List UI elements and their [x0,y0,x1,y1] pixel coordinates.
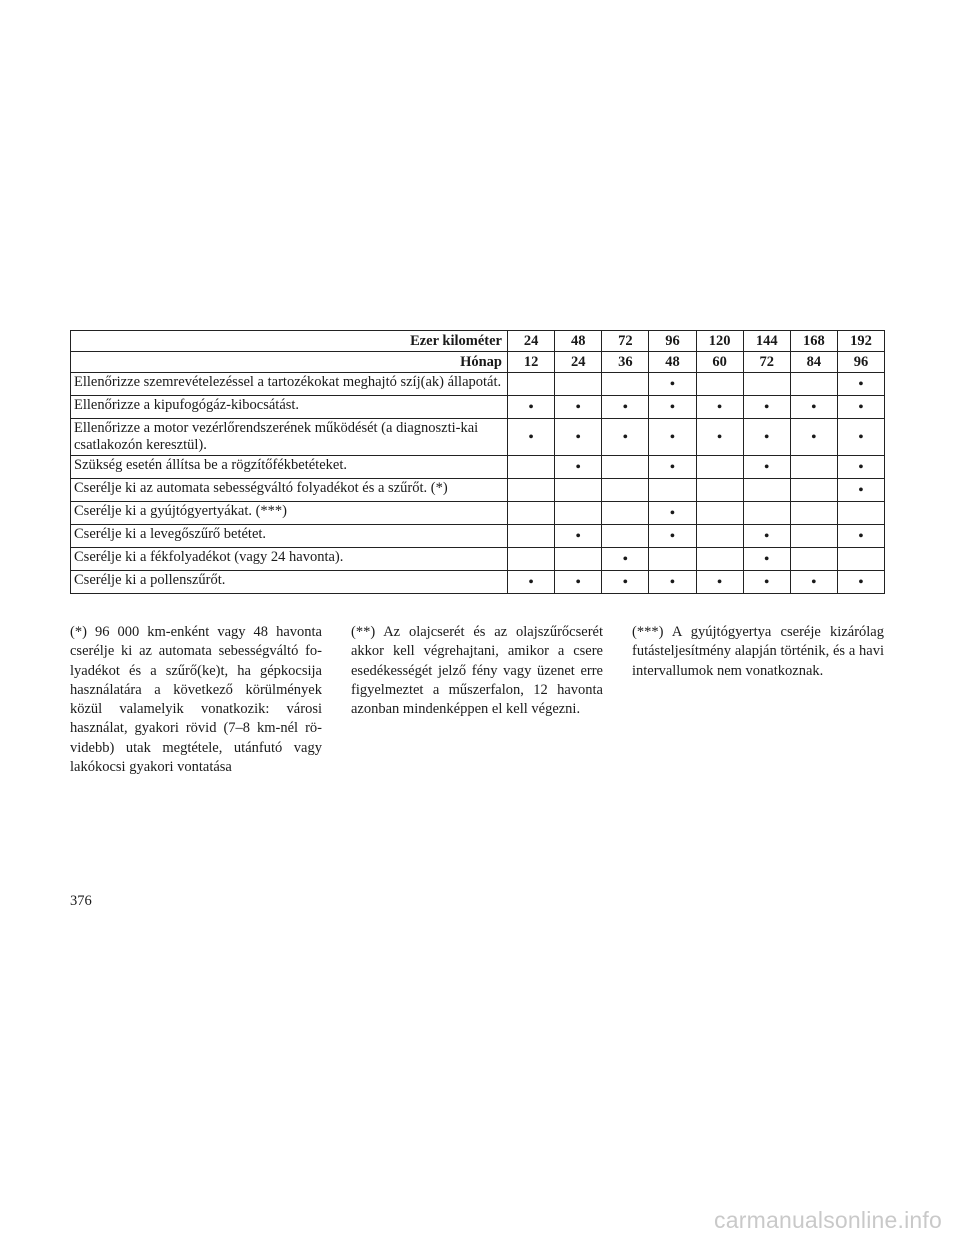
km-value: 96 [649,331,696,352]
schedule-mark: • [790,419,837,456]
month-value: 96 [837,352,884,373]
schedule-cell [649,548,696,571]
watermark: carmanualsonline.info [714,1207,942,1233]
schedule-mark: • [649,396,696,419]
schedule-table-body [71,331,885,594]
month-value: 60 [696,352,743,373]
schedule-cell [555,479,602,502]
km-value: 192 [837,331,884,352]
maintenance-task: Szükség esetén állítsa be a rögzítőfékbetéteket. [71,456,508,479]
schedule-cell [602,525,649,548]
table-row [71,479,885,502]
maintenance-task: Ellenőrizze a kipufogógáz-kibocsátást. [71,396,508,419]
month-value: 24 [555,352,602,373]
schedule-mark: • [555,419,602,456]
schedule-cell [790,502,837,525]
schedule-mark: • [649,525,696,548]
schedule-cell [508,502,555,525]
month-value: 36 [602,352,649,373]
month-value: 48 [649,352,696,373]
schedule-cell [508,373,555,396]
month-value: 72 [743,352,790,373]
table-row [71,502,885,525]
table-row [71,571,885,594]
schedule-mark: • [649,373,696,396]
maintenance-task: Ellenőrizze szemrevételezéssel a tartozékokat meghajtó szíj(ak) állapotát. [71,373,508,396]
schedule-mark: • [696,396,743,419]
schedule-cell [837,502,884,525]
schedule-mark: • [508,419,555,456]
schedule-mark: • [696,571,743,594]
schedule-mark: • [508,396,555,419]
schedule-cell [790,373,837,396]
schedule-cell [602,502,649,525]
maintenance-task: Cserélje ki az automata sebességváltó folyadékot és a szűrőt. (*) [71,479,508,502]
table-row [71,419,885,456]
km-value: 24 [508,331,555,352]
km-value: 144 [743,331,790,352]
table-row [71,456,885,479]
maintenance-task: Cserélje ki a fékfolyadékot (vagy 24 havonta). [71,548,508,571]
schedule-mark: • [555,525,602,548]
schedule-mark: • [837,456,884,479]
schedule-mark: • [837,373,884,396]
km-value: 120 [696,331,743,352]
schedule-mark: • [649,571,696,594]
maintenance-task: Cserélje ki a levegőszűrő betétet. [71,525,508,548]
schedule-cell [837,548,884,571]
schedule-cell [696,502,743,525]
table-row [71,373,885,396]
schedule-mark: • [743,548,790,571]
maintenance-schedule-table [70,330,885,594]
schedule-mark: • [602,571,649,594]
page-number: 376 [70,893,92,909]
schedule-mark: • [508,571,555,594]
schedule-cell [743,373,790,396]
schedule-mark: • [555,456,602,479]
schedule-mark: • [743,571,790,594]
schedule-cell [602,479,649,502]
schedule-cell [790,479,837,502]
schedule-cell [743,502,790,525]
schedule-mark: • [555,396,602,419]
schedule-mark: • [837,479,884,502]
schedule-cell [790,456,837,479]
schedule-cell [602,456,649,479]
maintenance-task: Cserélje ki a gyújtógyertyákat. (***) [71,502,508,525]
schedule-cell [649,479,696,502]
km-header-label: Ezer kilométer [71,331,508,352]
schedule-mark: • [696,419,743,456]
schedule-cell [696,548,743,571]
schedule-mark: • [790,396,837,419]
schedule-mark: • [790,571,837,594]
schedule-mark: • [743,396,790,419]
schedule-mark: • [602,548,649,571]
schedule-mark: • [649,502,696,525]
table-row [71,525,885,548]
schedule-cell [555,373,602,396]
table-row [71,548,885,571]
schedule-cell [696,373,743,396]
schedule-mark: • [649,419,696,456]
footnote-automatic-transmission: (*) 96 000 km-enként vagy 48 havonta cserélje ki az automata sebességváltó folyadékot és a szűrő(ke)t, ha gépkocsija használatára a következő körülmények közül valamelyik vonatkozik: városi használat, gyakori rövid (7–8 km-nél rövidebb) utak megtétele, utánfutó vagy lakókocsi gyakori vontatása [70,624,322,776]
schedule-mark: • [837,525,884,548]
km-value: 168 [790,331,837,352]
schedule-mark: • [837,396,884,419]
schedule-cell [555,548,602,571]
schedule-mark: • [837,419,884,456]
schedule-cell [743,479,790,502]
schedule-mark: • [743,419,790,456]
schedule-mark: • [555,571,602,594]
schedule-cell [508,479,555,502]
schedule-cell [602,373,649,396]
footnote-spark-plugs: (***) A gyújtógyertya cseréje kizárólag futásteljesítmény alapján történik, és a havi intervallumok nem vonatkoznak. [632,624,884,679]
schedule-cell [696,456,743,479]
schedule-mark: • [743,456,790,479]
schedule-cell [508,525,555,548]
month-header-label: Hónap [71,352,508,373]
header-row-km [71,331,885,352]
km-value: 72 [602,331,649,352]
schedule-cell [696,525,743,548]
km-value: 48 [555,331,602,352]
table-row [71,396,885,419]
schedule-mark: • [649,456,696,479]
maintenance-task: Ellenőrizze a motor vezérlőrendszerének működését (a diagnoszti-kai csatlakozón keresztül). [71,419,508,456]
schedule-mark: • [837,571,884,594]
schedule-cell [790,525,837,548]
schedule-cell [696,479,743,502]
maintenance-task: Cserélje ki a pollenszűrőt. [71,571,508,594]
header-row-month [71,352,885,373]
schedule-cell [508,456,555,479]
schedule-cell [555,502,602,525]
footnote-oil-change: (**) Az olajcserét és az olajszűrőcserét akkor kell végrehajtani, amikor a csere esedékességét jelző fény vagy üzenet erre figyelmeztet a műszerfalon, 12 havonta azonban mindenképpen el kell végezni. [351,624,603,718]
schedule-mark: • [602,419,649,456]
schedule-mark: • [743,525,790,548]
month-value: 12 [508,352,555,373]
schedule-cell [508,548,555,571]
schedule-mark: • [602,396,649,419]
schedule-cell [790,548,837,571]
month-value: 84 [790,352,837,373]
